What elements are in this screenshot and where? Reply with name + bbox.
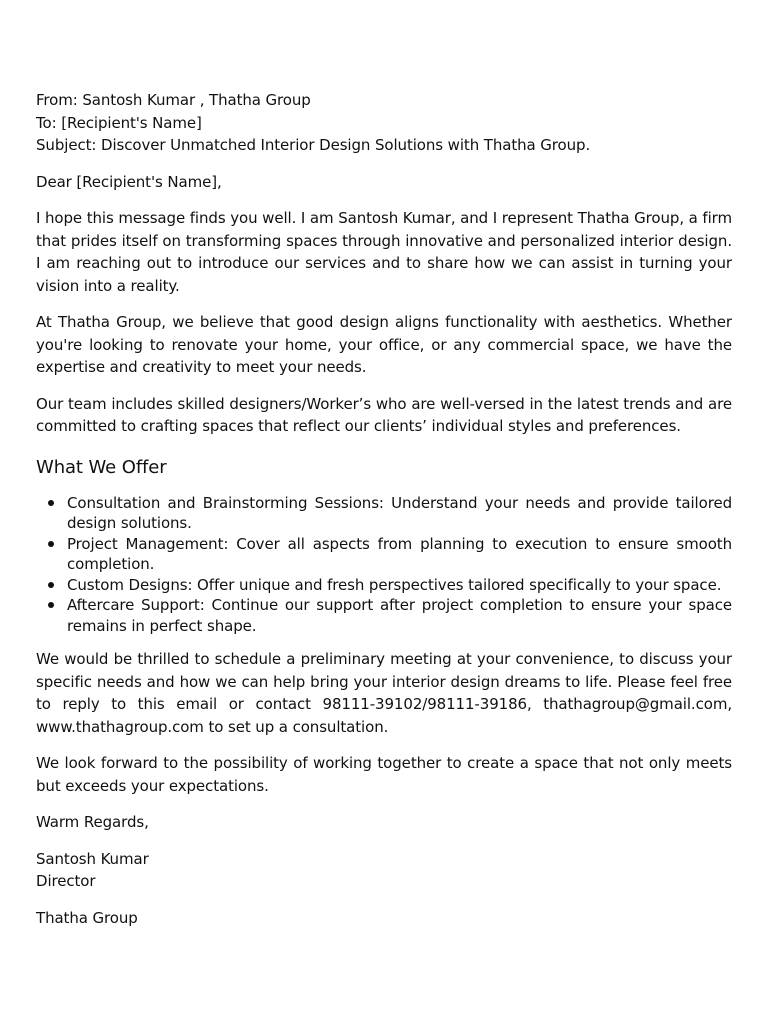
offer-list — [36, 493, 732, 637]
intro-paragraph: I hope this message finds you well. I am Santosh Kumar, and I represent Thatha Group, a firm that prides itself on transforming spaces through innovative and personalized interior design. I am reaching out to introduce our services and to share how we can assist in turning your vision into a reality. — [36, 209, 732, 295]
sign-off: Warm Regards, — [36, 813, 149, 831]
subject-line: Subject: Discover Unmatched Interior Design Solutions with Thatha Group. — [36, 136, 591, 154]
team-paragraph: Our team includes skilled designers/Worker’s who are well-versed in the latest trends and are committed to crafting spaces that reflect our clients’ individual styles and preferences. — [36, 394, 732, 435]
list-item: Aftercare Support: Continue our support after project completion to ensure your space remains in perfect shape. — [36, 595, 732, 636]
list-item: Custom Designs: Offer unique and fresh perspectives tailored specifically to your space. — [36, 575, 732, 596]
signature-title: Director — [36, 872, 96, 890]
philosophy-paragraph: At Thatha Group, we believe that good design aligns functionality with aesthetics. Whether you're looking to renovate your home, your office, or any commercial space, we have the expertise and creativity to meet your needs. — [36, 313, 732, 376]
signature-company: Thatha Group — [36, 908, 138, 927]
meeting-paragraph: We would be thrilled to schedule a preliminary meeting at your convenience, to discuss your specific needs and how we can help bring your interior design dreams to life. Please feel free to reply to this email or contact 98111-39102/98111-39186, thathagroup@gmail.com, www.thathagroup.com to set up a consultation. — [36, 650, 732, 736]
letter-body — [36, 89, 732, 929]
greeting: Dear [Recipient's Name], — [36, 172, 222, 191]
forward-paragraph: We look forward to the possibility of working together to create a space that not only meets but exceeds your expectations. — [36, 754, 732, 795]
list-item: Consultation and Brainstorming Sessions: Understand your needs and provide tailored design solutions. — [36, 493, 732, 534]
list-item: Project Management: Cover all aspects from planning to execution to ensure smooth completion. — [36, 534, 732, 575]
offer-heading: What We Offer — [36, 456, 167, 478]
to-line: To: [Recipient's Name] — [36, 113, 202, 132]
from-line: From: Santosh Kumar , Thatha Group — [36, 91, 311, 109]
signature-name: Santosh Kumar — [36, 849, 149, 868]
